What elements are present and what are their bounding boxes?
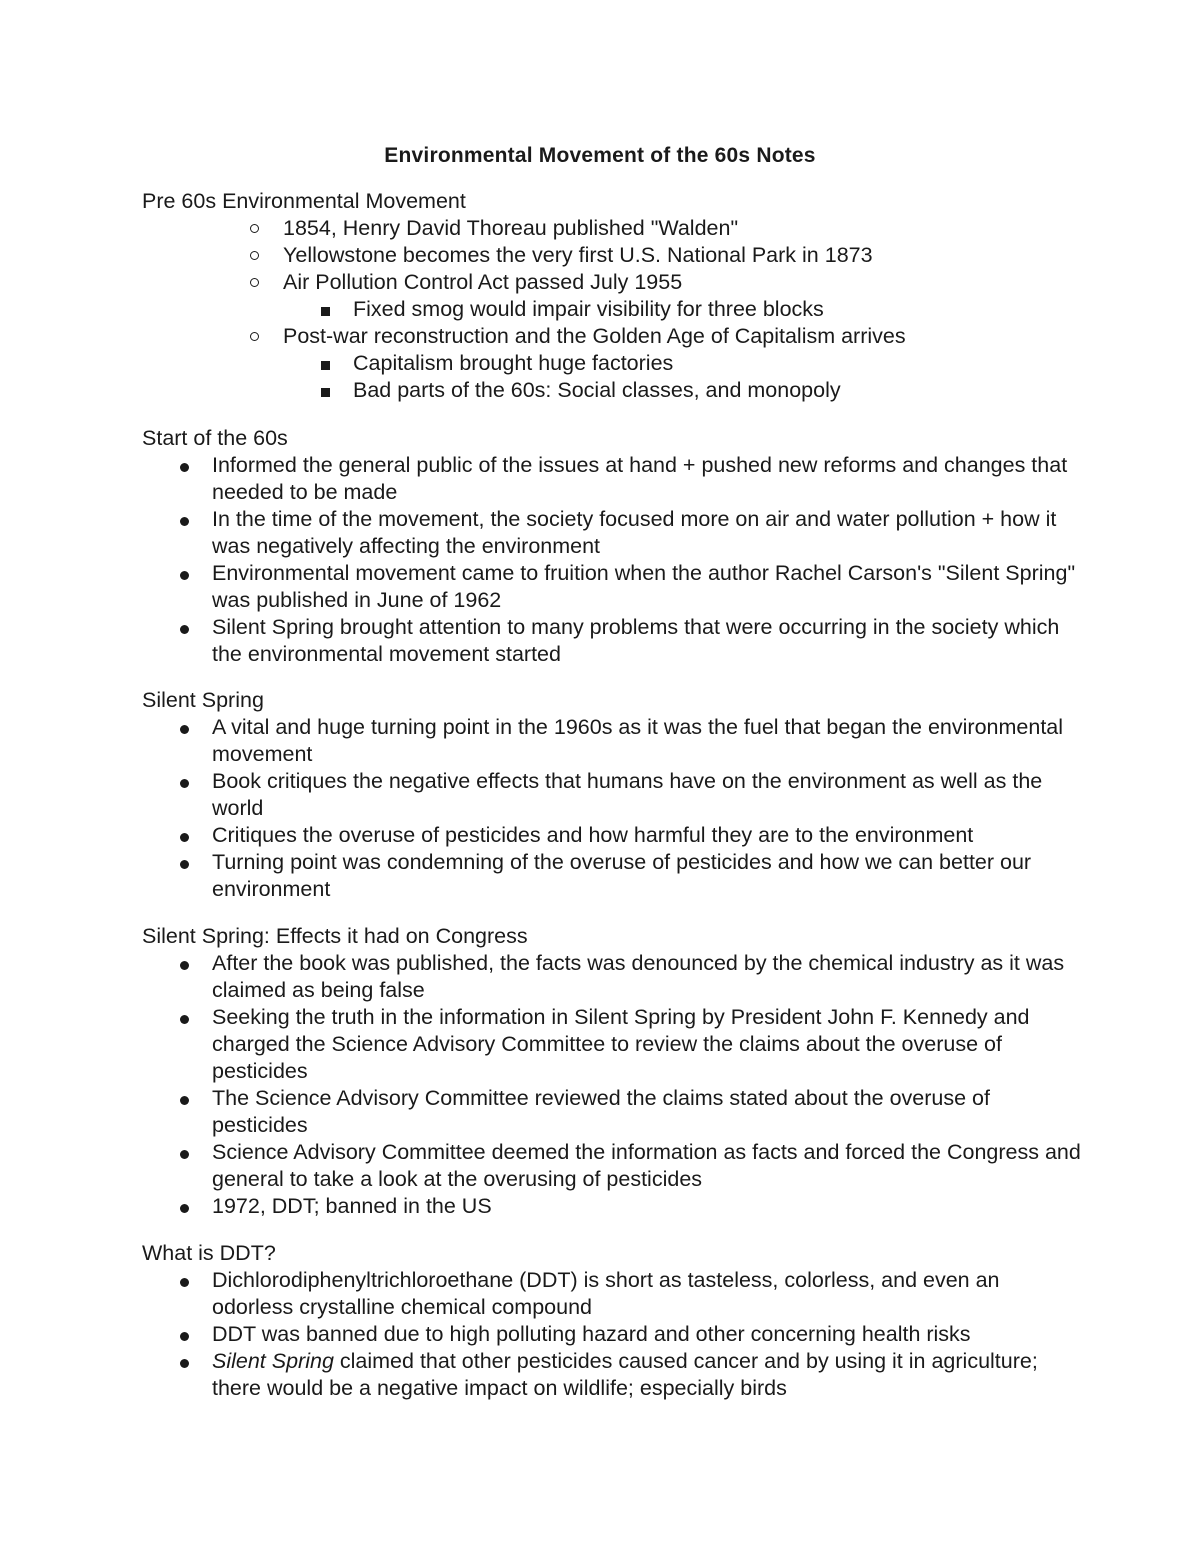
book-title-italic: Silent Spring [212,1349,334,1373]
list-item: Critiques the overuse of pesticides and how harmful they are to the environment [142,822,1082,849]
hollow-circle-bullet-icon [250,224,259,233]
section-heading: Silent Spring: Effects it had on Congress [142,924,528,948]
section-heading: Silent Spring [142,688,264,712]
list-item: Informed the general public of the issues at hand + pushed new reforms and changes that needed to be made [142,452,1082,506]
list-item: A vital and huge turning point in the 1960s as it was the fuel that began the environmental movement [142,714,1082,768]
list-item: 1854, Henry David Thoreau published "Walden" [142,215,1082,242]
bullet-list [142,452,1082,668]
list-item: After the book was published, the facts was denounced by the chemical industry as it was claimed as being false [142,950,1082,1004]
filled-circle-bullet-icon [180,463,189,472]
filled-circle-bullet-icon [180,571,189,580]
filled-circle-bullet-icon [180,1332,189,1341]
sub-list-item: Bad parts of the 60s: Social classes, and monopoly [142,377,1082,404]
list-item: DDT was banned due to high polluting hazard and other concerning health risks [142,1321,1082,1348]
bullet-list [142,215,1082,404]
filled-circle-bullet-icon [180,725,189,734]
square-bullet-icon [321,388,330,397]
list-item: Environmental movement came to fruition when the author Rachel Carson's "Silent Spring" was published in June of 1962 [142,560,1082,614]
filled-circle-bullet-icon [180,625,189,634]
filled-circle-bullet-icon [180,961,189,970]
filled-circle-bullet-icon [180,779,189,788]
filled-circle-bullet-icon [180,833,189,842]
section-heading: Start of the 60s [142,426,288,450]
filled-circle-bullet-icon [180,1359,189,1368]
section-silent-spring [142,687,1082,903]
list-item: Turning point was condemning of the overuse of pesticides and how we can better our environment [142,849,1082,903]
filled-circle-bullet-icon [180,517,189,526]
square-bullet-icon [321,361,330,370]
filled-circle-bullet-icon [180,1015,189,1024]
list-item: 1972, DDT; banned in the US [142,1193,1082,1220]
section-heading: What is DDT? [142,1241,276,1265]
list-item: Book critiques the negative effects that humans have on the environment as well as the world [142,768,1082,822]
list-item: Seeking the truth in the information in Silent Spring by President John F. Kennedy and charged the Science Advisory Committee to review the claims about the overuse of pesticides [142,1004,1082,1085]
hollow-circle-bullet-icon [250,278,259,287]
sub-list-item: Fixed smog would impair visibility for three blocks [142,296,1082,323]
filled-circle-bullet-icon [180,1150,189,1159]
list-item: Post-war reconstruction and the Golden Age of Capitalism arrives [142,323,1082,350]
list-item: The Science Advisory Committee reviewed the claims stated about the overuse of pesticides [142,1085,1082,1139]
filled-circle-bullet-icon [180,860,189,869]
square-bullet-icon [321,307,330,316]
list-item: Science Advisory Committee deemed the information as facts and forced the Congress and general to take a look at the overusing of pesticides [142,1139,1082,1193]
filled-circle-bullet-icon [180,1204,189,1213]
bullet-list [142,714,1082,903]
section-pre-60s [142,188,1082,404]
list-item: Silent Spring brought attention to many problems that were occurring in the society which the environmental movement started [142,614,1082,668]
filled-circle-bullet-icon [180,1096,189,1105]
section-what-is-ddt [142,1240,1082,1402]
page-title: Environmental Movement of the 60s Notes [384,144,816,167]
list-item: In the time of the movement, the society focused more on air and water pollution + how it was negatively affecting the environment [142,506,1082,560]
section-start-of-60s [142,425,1082,668]
bullet-list [142,950,1082,1220]
section-effects-on-congress [142,923,1082,1220]
hollow-circle-bullet-icon [250,332,259,341]
list-item: Silent Spring claimed that other pesticides caused cancer and by using it in agriculture; there would be a negative impact on wildlife; especially birds [142,1348,1082,1402]
list-item: Air Pollution Control Act passed July 1955 [142,269,1082,296]
list-item: Dichlorodiphenyltrichloroethane (DDT) is short as tasteless, colorless, and even an odorless crystalline chemical compound [142,1267,1082,1321]
sub-list-item: Capitalism brought huge factories [142,350,1082,377]
section-heading: Pre 60s Environmental Movement [142,189,466,213]
filled-circle-bullet-icon [180,1278,189,1287]
hollow-circle-bullet-icon [250,251,259,260]
bullet-list [142,1267,1082,1402]
list-item: Yellowstone becomes the very first U.S. National Park in 1873 [142,242,1082,269]
